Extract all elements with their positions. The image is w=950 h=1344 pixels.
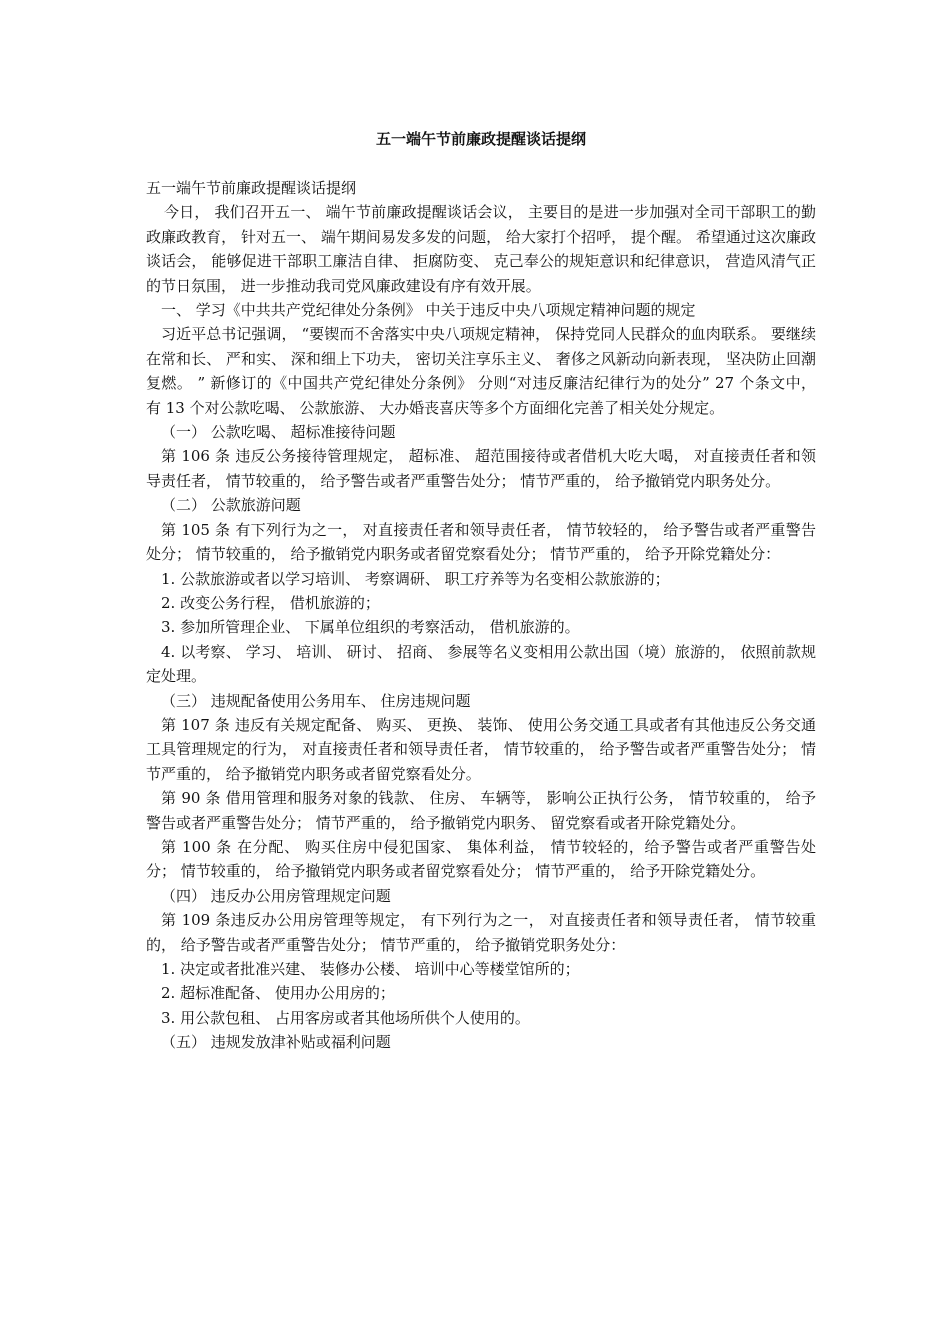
list-item: 3. 用公款包租、 占用客房或者其他场所供个人使用的。 — [161, 1008, 530, 1027]
article-90: 第 90 条 借用管理和服务对象的钱款、 住房、 车辆等， 影响公正执行公务， 情节较重的， 给予警告或者严重警告处分； 情节严重的， 给予撤销党内职务、 留党察看或者开除党籍处分。 — [146, 789, 816, 832]
list-item: 3. 参加所管理企业、 下属单位组织的考察活动， 借机旅游的。 — [161, 618, 580, 637]
subheading-5: （五） 违规发放津补贴或福利问题 — [161, 1033, 391, 1052]
article-109: 第 109 条违反办公用房管理等规定， 有下列行为之一， 对直接责任者和领导责任者， 情节较重的， 给予警告或者严重警告处分； 情节严重的， 给予撤销党职务处分： — [146, 911, 816, 954]
subheading-4: （四） 违反办公用房管理规定问题 — [161, 886, 391, 905]
list-item: 2. 超标准配备、 使用办公用房的； — [161, 984, 395, 1003]
list-item: 1. 决定或者批准兴建、 装修办公楼、 培训中心等楼堂馆所的； — [161, 960, 580, 978]
article-107: 第 107 条 违反有关规定配备、 购买、 更换、 装饰、 使用公务交通工具或者有其他违反公务交通工具管理规定的行为， 对直接责任者和领导责任者， 情节较重的， 给予警告或者严重警告处分； 情节严重的， 给予撤销党内职务或者留党察看处分。 — [146, 715, 816, 783]
intro-paragraph: 今日， 我们召开五一、 端午节前廉政提醒谈话会议， 主要目的是进一步加强对全司干部职工的勤政廉政教育， 针对五一、 端午期间易发多发的问题， 给大家打个招呼， 提个醒。 希望通过这次廉政谈话会， 能够促进干部职工廉洁自律、 拒腐防变、 克己奉公的规矩意识和纪律意识， 营造风清气正的节日氛围， 进一步推动我司党风廉政建设有序有效开展。 — [146, 203, 816, 295]
quote-paragraph: 习近平总书记强调， “要锲而不舍落实中央八项规定精神， 保持党同人民群众的血肉联系。 要继续在常和长、 严和实、 深和细上下功夫， 密切关注享乐主义、 奢侈之风新动向新表现， 坚决防止回潮复燃。 ” 新修订的《中国共产党纪律处分条例》 分则“对违反廉洁纪律行为的处分” 27 个条文中， 有 13 个对公款吃喝、 公款旅游、 大办婚丧喜庆等多个方面细化完善了相关处分规定。 — [146, 325, 816, 417]
article-100: 第 100 条 在分配、 购买住房中侵犯国家、 集体利益， 情节较轻的，给予警告或者严重警告处分； 情节较重的， 给予撤销党内职务或者留党察看处分； 情节严重的， 给予开除党籍处分。 — [146, 837, 816, 881]
list-item: 2. 改变公务行程， 借机旅游的； — [161, 593, 380, 612]
document-title: 五一端午节前廉政提醒谈话提纲 — [375, 130, 586, 148]
subheading-3: （三） 违规配备使用公务用车、 住房违规问题 — [161, 691, 471, 710]
list-item: 4. 以考察、 学习、 培训、 研讨、 招商、 参展等名义变相用公款出国（境）旅游的， 依照前款规定处理。 — [146, 642, 816, 686]
section-heading-1: 一、 学习《中共共产党纪律处分条例》 中关于违反中央八项规定精神问题的规定 — [161, 301, 696, 320]
subheading-1: （一） 公款吃喝、 超标准接待问题 — [161, 423, 396, 442]
list-item: 1. 公款旅游或者以学习培训、 考察调研、 职工疗养等为名变相公款旅游的； — [161, 569, 670, 588]
document-body — [146, 176, 816, 1055]
subheading-2: （二） 公款旅游问题 — [161, 496, 301, 515]
article-105: 第 105 条 有下列行为之一， 对直接责任者和领导责任者， 情节较轻的， 给予警告或者严重警告处分； 情节较重的， 给予撤销党内职务或者留党察看处分； 情节严重的， 给予开除党籍处分： — [146, 520, 816, 564]
subtitle: 五一端午节前廉政提醒谈话提纲 — [146, 179, 357, 197]
article-106: 第 106 条 违反公务接待管理规定， 超标准、 超范围接待或者借机大吃大喝， 对直接责任者和领导责任者， 情节较重的， 给予警告或者严重警告处分； 情节严重的， 给予撤销党内职务处分。 — [146, 447, 816, 490]
